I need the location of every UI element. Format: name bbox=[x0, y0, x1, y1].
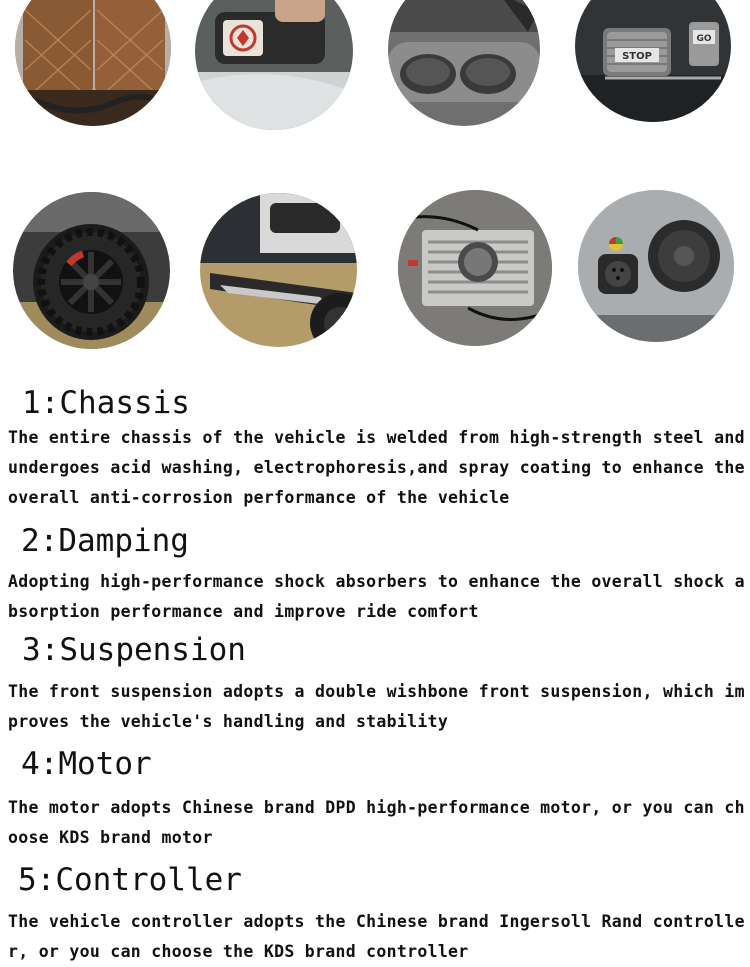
cupholder-photo bbox=[388, 0, 540, 126]
section-text-motor: The motor adopts Chinese brand DPD high-performance motor, or you can choose KDS brand motor bbox=[8, 798, 745, 847]
section-text-controller: The vehicle controller adopts the Chinese brand Ingersoll Rand controller, or you can choose the KDS brand controller bbox=[8, 912, 745, 961]
go-label: GO bbox=[696, 34, 712, 44]
section-title-chassis: 1:Chassis bbox=[22, 385, 190, 421]
section-title-motor: 4:Motor bbox=[21, 746, 152, 782]
section-text-damping: Adopting high-performance shock absorbers to enhance the overall shock absorption performance and improve ride comfort bbox=[8, 572, 745, 621]
section-title-damping: 2:Damping bbox=[21, 523, 189, 559]
charge-port-photo bbox=[578, 190, 734, 342]
seats-photo bbox=[15, 0, 171, 126]
step-photo bbox=[200, 193, 357, 347]
section-text-chassis: The entire chassis of the vehicle is welded from high-strength steel and undergoes acid washing, electrophoresis,and spray coating to enhance the overall anti-corrosion performance of the vehicle bbox=[8, 428, 745, 507]
steering-photo bbox=[195, 0, 353, 130]
wheel-photo bbox=[13, 192, 170, 349]
stop-label: STOP bbox=[622, 51, 652, 62]
section-title-suspension: 3:Suspension bbox=[22, 632, 246, 668]
section-text-suspension: The front suspension adopts a double wishbone front suspension, which improves the vehicle's handling and stability bbox=[8, 682, 745, 731]
charger-photo bbox=[398, 190, 552, 346]
pedals-photo bbox=[575, 0, 731, 122]
section-title-controller: 5:Controller bbox=[18, 862, 242, 898]
